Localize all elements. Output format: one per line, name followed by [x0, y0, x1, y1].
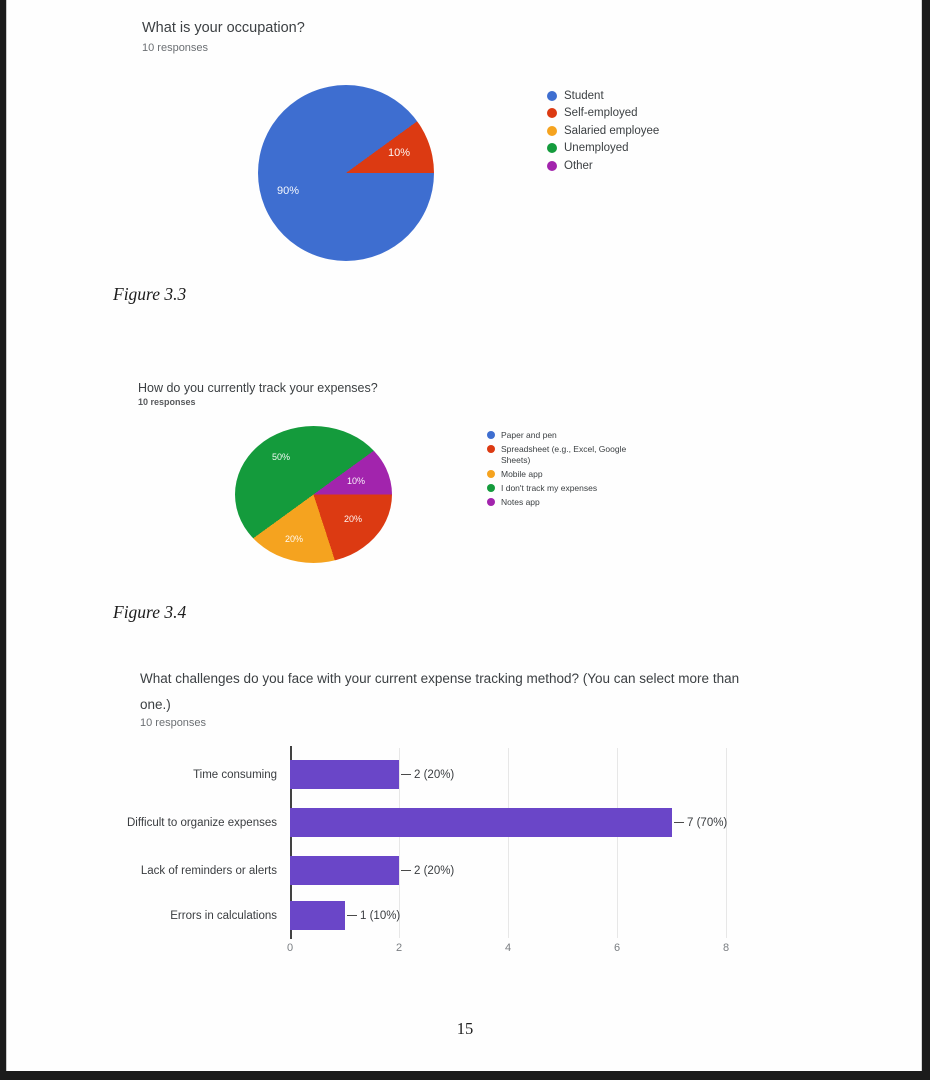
- legend-item: [487, 430, 649, 441]
- bar-value-label: 1 (10%): [360, 909, 401, 922]
- leader-line: [401, 774, 411, 775]
- scan-edge-right: [921, 0, 930, 1080]
- legend-label: Other: [564, 159, 593, 172]
- bar: [290, 901, 345, 930]
- x-axis-tick: 0: [286, 942, 294, 954]
- legend-dot-icon: [547, 126, 557, 136]
- bar-row: [0, 760, 870, 789]
- chart-subtitle: 10 responses: [142, 42, 209, 54]
- legend-item: [547, 105, 659, 123]
- scan-edge-left: [0, 0, 7, 1080]
- legend-dot-icon: [487, 484, 495, 492]
- x-axis-tick: 4: [504, 942, 512, 954]
- legend-label: Self-employed: [564, 107, 638, 120]
- pie-slice-label: 50%: [271, 452, 291, 462]
- figure-caption: Figure 3.4: [113, 602, 187, 622]
- bar: [290, 856, 399, 885]
- legend-label: Salaried employee: [564, 124, 660, 137]
- legend-dot-icon: [547, 91, 557, 101]
- legend-item: [547, 122, 659, 140]
- pie-slice-label: 10%: [346, 476, 366, 486]
- pie-slice-label: 20%: [284, 534, 304, 544]
- chart-title-line: one.): [140, 697, 171, 712]
- legend-item: [547, 140, 659, 158]
- pie-slice-label: 90%: [276, 185, 300, 197]
- legend-dot-icon: [547, 161, 557, 171]
- legend-item: [487, 497, 649, 508]
- pie-graphic: [235, 426, 392, 563]
- legend: [547, 87, 659, 175]
- chart-title-line: What challenges do you face with your current expense tracking method? (You can select more than: [140, 671, 740, 686]
- x-axis-tick: 6: [613, 942, 621, 954]
- pie-slice-label: 20%: [343, 514, 363, 524]
- bar-value: [401, 769, 454, 781]
- bar-row: [0, 856, 870, 885]
- bar-value-label: 2 (20%): [414, 864, 455, 877]
- legend-label: Paper and pen: [501, 430, 557, 440]
- legend: [487, 430, 649, 511]
- page-number: 15: [456, 1019, 474, 1038]
- legend-item: [547, 157, 659, 175]
- chart-subtitle: 10 responses: [140, 717, 207, 729]
- legend-item: [547, 87, 659, 105]
- bar-value-label: 7 (70%): [687, 816, 728, 829]
- bar-value: [401, 865, 454, 877]
- chart-subtitle: 10 responses: [138, 397, 196, 407]
- legend-item: [487, 469, 649, 480]
- chart-title: What is your occupation?: [142, 20, 305, 36]
- bar-value: [674, 817, 727, 829]
- legend-dot-icon: [487, 498, 495, 506]
- legend-item: [487, 483, 649, 494]
- legend-dot-icon: [487, 470, 495, 478]
- legend-label: Spreadsheet (e.g., Excel, Google Sheets): [501, 444, 627, 465]
- bar-value-label: 2 (20%): [414, 768, 455, 781]
- legend-item: [487, 444, 649, 466]
- bar: [290, 808, 672, 837]
- legend-label: Notes app: [501, 497, 540, 507]
- pie-slice-label: 10%: [387, 147, 411, 159]
- scan-edge-bottom: [0, 1071, 930, 1080]
- bar-category-label: Errors in calculations: [170, 909, 277, 922]
- x-axis-tick: 2: [395, 942, 403, 954]
- bar-row: [0, 901, 870, 930]
- bar: [290, 760, 399, 789]
- legend-label: I don't track my expenses: [501, 483, 598, 493]
- figure-caption: Figure 3.3: [113, 284, 187, 304]
- bar-row: [0, 808, 870, 837]
- x-axis-tick: 8: [722, 942, 730, 954]
- bar-category-label: Difficult to organize expenses: [126, 816, 277, 829]
- leader-line: [347, 915, 357, 916]
- pie-graphic: [258, 85, 434, 261]
- legend-dot-icon: [547, 143, 557, 153]
- legend-label: Mobile app: [501, 469, 543, 479]
- legend-label: Unemployed: [564, 142, 629, 155]
- bar-category-label: Time consuming: [193, 768, 277, 781]
- chart-title: How do you currently track your expenses?: [138, 381, 378, 395]
- bar-value: [347, 910, 400, 922]
- legend-dot-icon: [547, 108, 557, 118]
- legend-dot-icon: [487, 431, 495, 439]
- bar-category-label: Lack of reminders or alerts: [140, 864, 277, 877]
- legend-label: Student: [564, 89, 604, 102]
- leader-line: [674, 822, 684, 823]
- leader-line: [401, 870, 411, 871]
- legend-dot-icon: [487, 445, 495, 453]
